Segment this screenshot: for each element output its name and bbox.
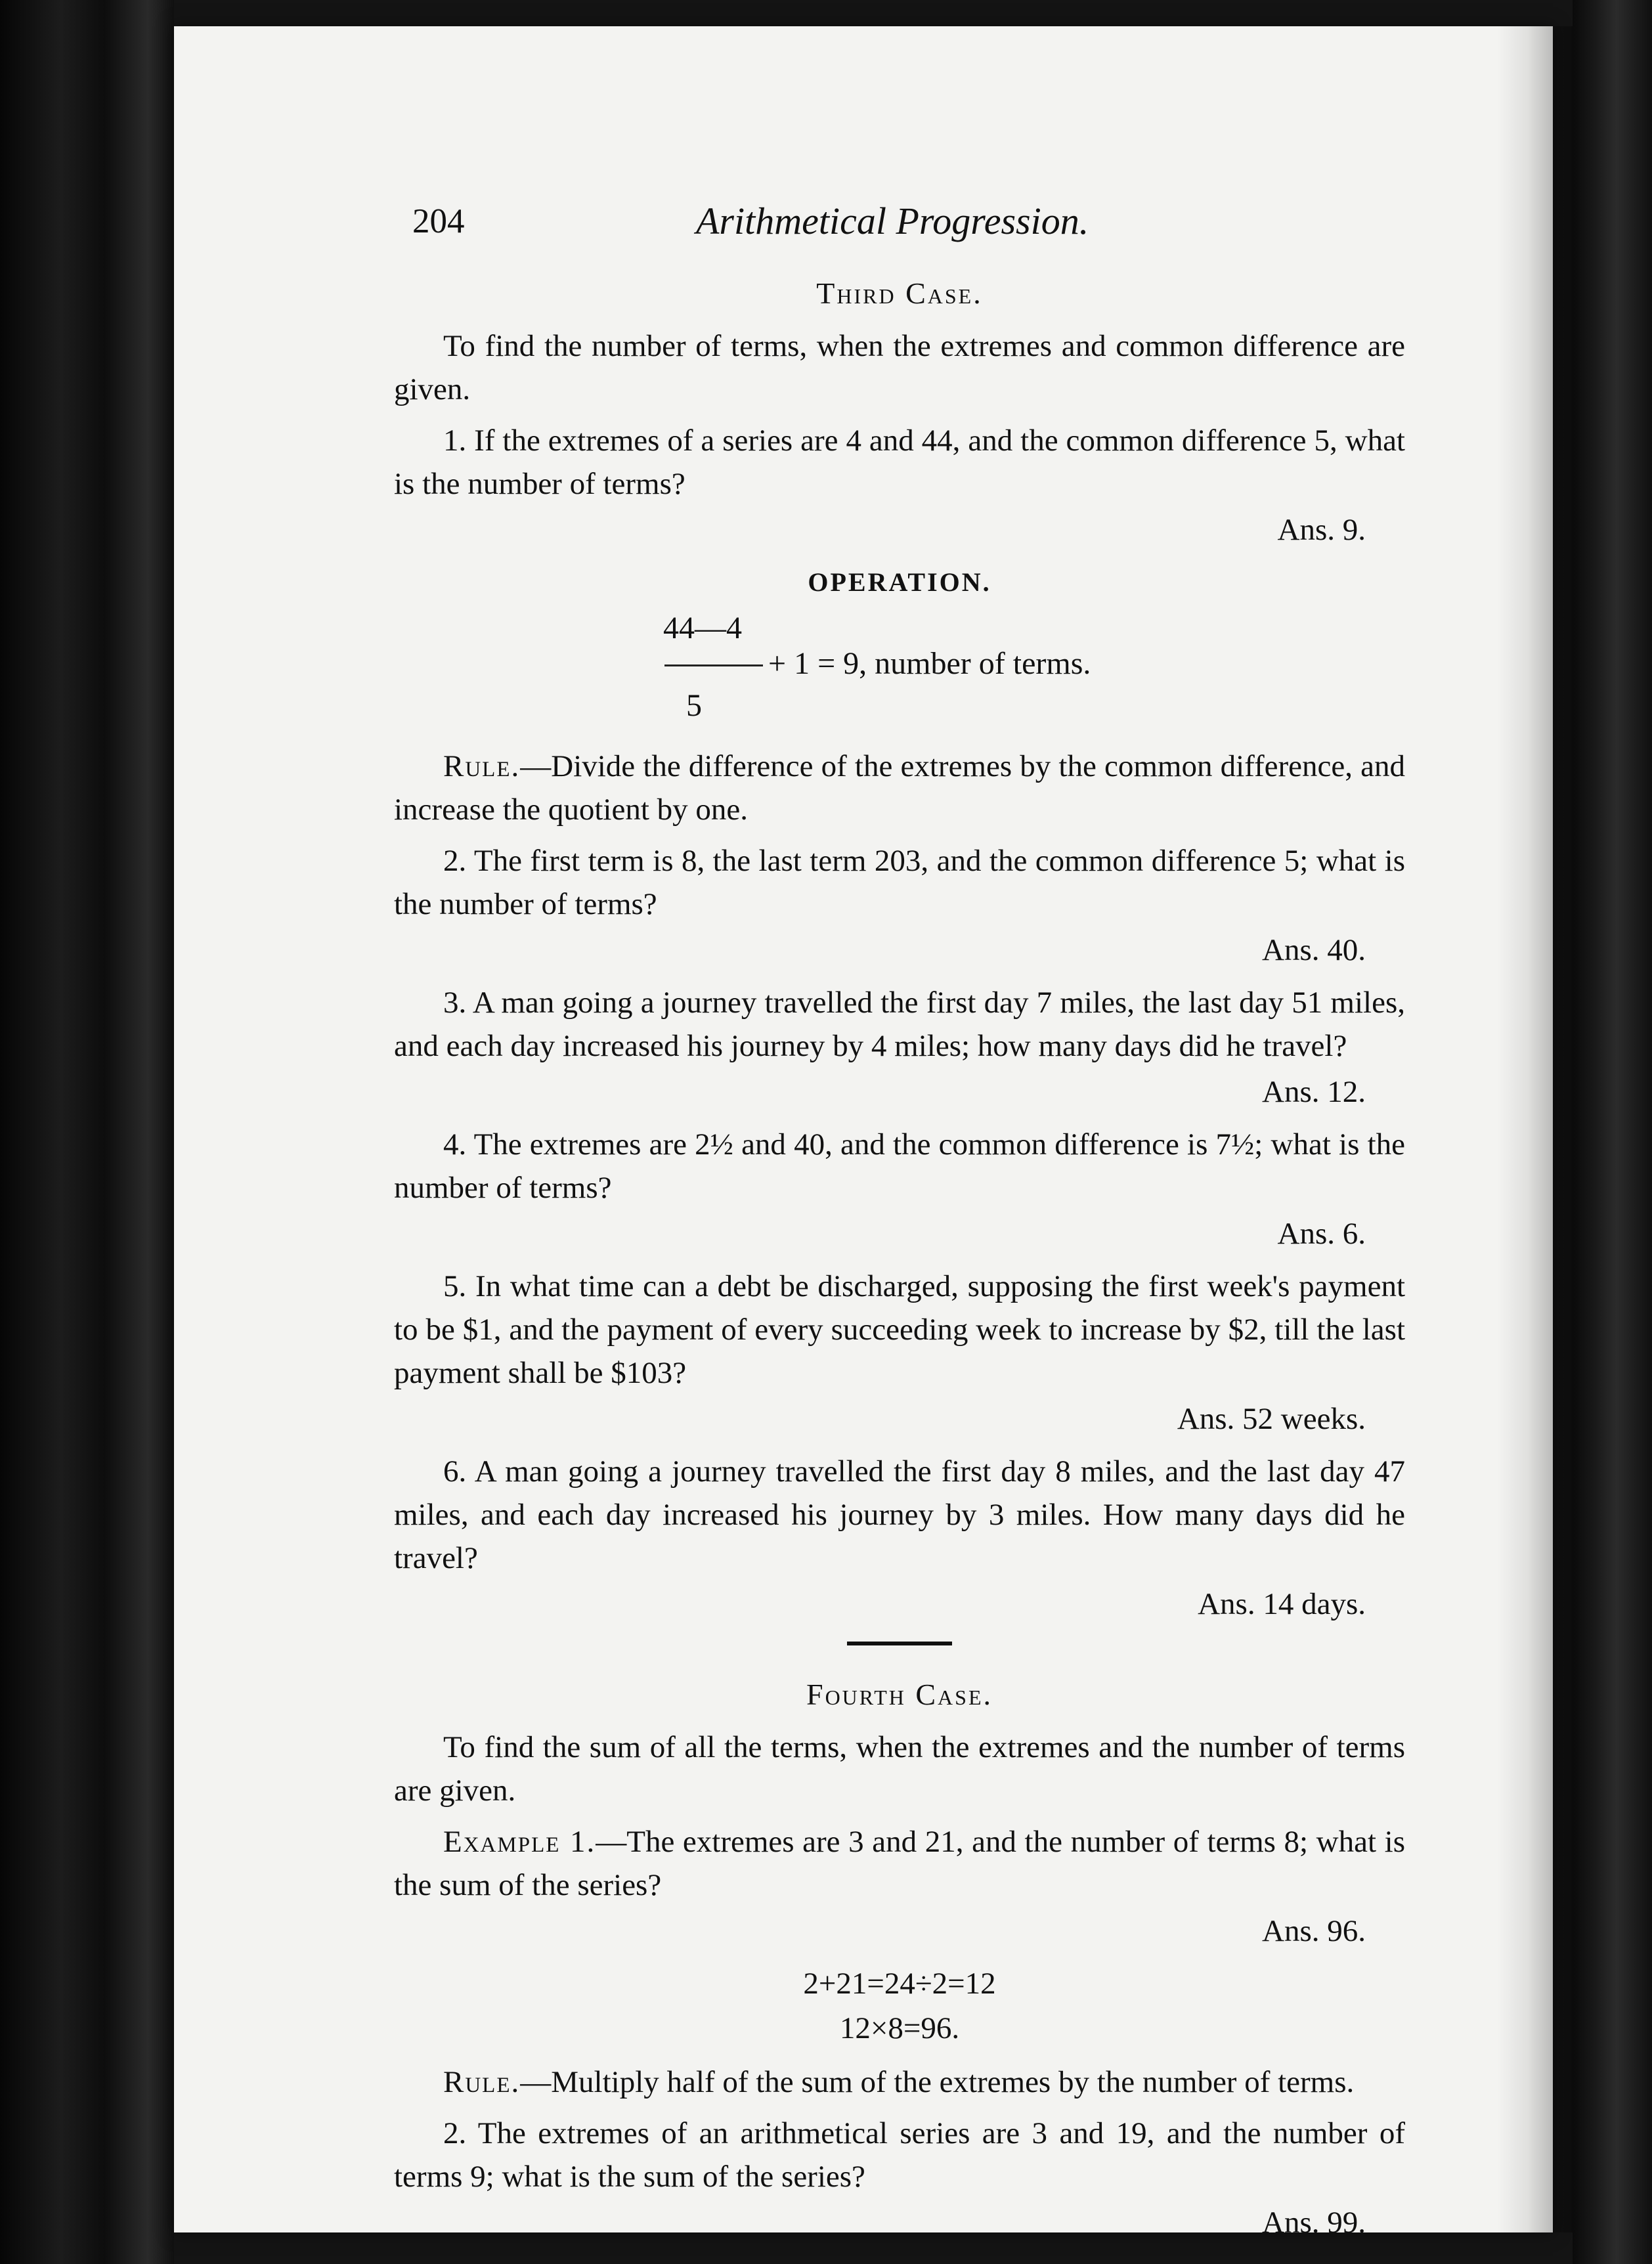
page-gutter-shadow — [1497, 26, 1573, 2232]
work-line-2: 12×8=96. — [839, 2011, 960, 2045]
example-1-text: —The extremes are 3 and 21, and the number of terms 8; what is the sum of the series? — [394, 1825, 1405, 1902]
fraction-result: + 1 = 9, number of terms. — [768, 646, 1091, 681]
third-case-example-2: 2. The first term is 8, the last term 203, and the common difference 5; what is the number of terms? — [394, 844, 1405, 921]
answer-ex6: Ans. 14 days. — [1198, 1587, 1366, 1621]
rule-label: Rule. — [443, 2065, 521, 2099]
rule-label: Rule. — [443, 749, 521, 783]
fourth-case-example-1 — [394, 1820, 1405, 1907]
running-head: Arithmetical Progression. — [696, 200, 1089, 242]
answer-ex4: Ans. 6. — [1277, 1217, 1366, 1251]
answer-fourth-ex1: Ans. 96. — [1262, 1914, 1366, 1948]
third-case-example-1: 1. If the extremes of a series are 4 and 44, and the common difference 5, what is the number of terms? — [394, 424, 1405, 501]
page-number: 204 — [412, 202, 465, 240]
work-line-1: 2+21=24÷2=12 — [803, 1967, 996, 2001]
third-case-intro: To find the number of terms, when the extremes and common difference are given. — [394, 329, 1405, 406]
page-header — [394, 197, 1405, 256]
third-case-heading: Third Case. — [816, 276, 983, 310]
operation-heading: OPERATION. — [808, 567, 991, 597]
answer-ex1: Ans. 9. — [1277, 513, 1366, 547]
fourth-case-example-2: 2. The extremes of an arithmetical series are 3 and 19, and the number of terms 9; what is the sum of the series? — [394, 2116, 1405, 2194]
fourth-case-heading: Fourth Case. — [806, 1678, 993, 1711]
book-spine — [0, 0, 174, 2264]
fourth-case-intro: To find the sum of all the terms, when the extremes and the number of terms are given. — [394, 1730, 1405, 1808]
rule-text: —Multiply half of the sum of the extremes by the number of terms. — [520, 2065, 1355, 2099]
answer-ex5: Ans. 52 weeks. — [1177, 1402, 1366, 1436]
third-case-rule — [394, 745, 1405, 831]
example-label: Example 1. — [443, 1825, 596, 1859]
section-divider — [847, 1642, 952, 1645]
answer-ex2: Ans. 40. — [1262, 933, 1366, 967]
fourth-case-rule — [394, 2060, 1405, 2104]
operation-fraction — [394, 607, 1405, 738]
answer-ex3: Ans. 12. — [1262, 1075, 1366, 1109]
page-text — [394, 197, 1405, 2253]
fraction-denominator: 5 — [686, 688, 702, 723]
third-case-example-6: 6. A man going a journey travelled the first day 8 miles, and the last day 47 miles, and each day increased his journey by 3 miles. How many days did he travel? — [394, 1454, 1405, 1575]
fraction-numerator: 44—4 — [663, 611, 742, 645]
third-case-example-3: 3. A man going a journey travelled the first day 7 miles, the last day 51 miles, and each day increased his journey by 4 miles; how many days did he travel? — [394, 986, 1405, 1063]
third-case-example-5: 5. In what time can a debt be discharged, supposing the first week's payment to be $1, and the payment of every succeeding week to increase by $2, till the last payment shall be $103? — [394, 1269, 1405, 1390]
fraction-bar — [664, 664, 763, 666]
third-case-example-4: 4. The extremes are 2½ and 40, and the common difference is 7½; what is the number of terms? — [394, 1127, 1405, 1205]
rule-text: —Divide the difference of the extremes by the common difference, and increase the quotient by one. — [394, 749, 1405, 827]
answer-fourth-ex2: Ans. 99. — [1262, 2206, 1366, 2240]
facing-page-edge — [1573, 0, 1652, 2264]
